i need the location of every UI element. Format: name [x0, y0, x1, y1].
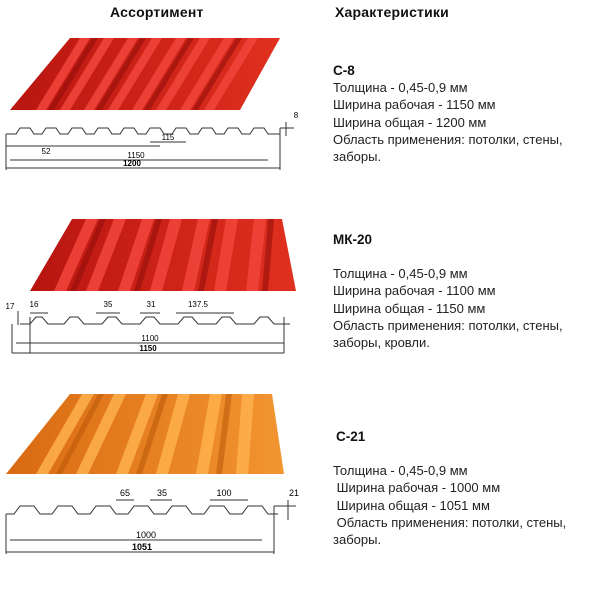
dim-c8-115: 115 [161, 133, 175, 142]
spec-line: Ширина рабочая - 1100 мм [333, 283, 496, 299]
dim-mk20-35: 35 [103, 300, 113, 309]
spec-line: Область применения: потолки, стены, [333, 514, 567, 530]
product-c8-drawing [0, 30, 320, 175]
dim-c21-1000: 1000 [135, 530, 157, 540]
product-code: МК-20 [333, 232, 372, 247]
corrugated-sheet-mk20 [30, 219, 296, 291]
spec-line: заборы, кровли. [333, 335, 430, 351]
spec-line: Толщина - 0,45-0,9 мм [333, 80, 468, 96]
spec-line: Ширина общая - 1150 мм [333, 300, 486, 316]
spec-line: Ширина рабочая - 1000 мм [333, 480, 501, 496]
spec-line: Толщина - 0,45-0,9 мм [333, 266, 468, 282]
spec-line-spacer [333, 445, 566, 462]
spec-line: Область применения: потолки, стены, [333, 317, 563, 333]
spec-line: Ширина рабочая - 1150 мм [333, 97, 496, 113]
dim-c21-100: 100 [216, 488, 232, 498]
dim-c21-21: 21 [288, 488, 300, 498]
spec-line: Толщина - 0,45-0,9 мм [333, 463, 468, 479]
dim-c8-8: 8 [293, 111, 299, 120]
assortment-header: Ассортимент [110, 4, 204, 20]
dim-mk20-17: 17 [5, 302, 15, 311]
product-code: С-21 [336, 429, 366, 444]
dim-mk20-1100: 1100 [141, 334, 159, 343]
product-c21-description [333, 428, 566, 548]
product-c21-drawing [0, 388, 320, 556]
spec-line: Ширина общая - 1051 мм [333, 497, 490, 513]
spec-line: Область применения: потолки, стены, [333, 131, 563, 147]
spec-line: Ширина общая - 1200 мм [333, 114, 487, 130]
corrugated-sheet-c8 [10, 38, 280, 110]
profile-diagram-c8 [6, 122, 294, 170]
product-c8-description [333, 62, 563, 165]
dim-c8-52: 52 [41, 147, 51, 156]
spec-line: заборы. [333, 532, 382, 548]
product-code: С-8 [333, 63, 355, 78]
corrugated-sheet-c21 [6, 394, 284, 474]
dim-c8-1150: 1150 [127, 151, 145, 160]
spec-line: заборы. [333, 149, 382, 165]
dim-c8-1200: 1200 [123, 159, 141, 168]
product-mk20-description [333, 231, 563, 351]
dim-c21-35: 35 [156, 488, 168, 498]
characteristics-header: Характеристики [335, 4, 449, 20]
dim-c21-65: 65 [119, 488, 131, 498]
dim-mk20-16: 16 [29, 300, 39, 309]
product-mk20-drawing [0, 213, 320, 361]
dim-mk20-31: 31 [146, 300, 156, 309]
dim-mk20-1150: 1150 [139, 344, 157, 353]
dim-mk20-137-5: 137.5 [187, 300, 209, 309]
spec-line-spacer [333, 248, 563, 265]
dim-c21-1051: 1051 [131, 542, 153, 552]
